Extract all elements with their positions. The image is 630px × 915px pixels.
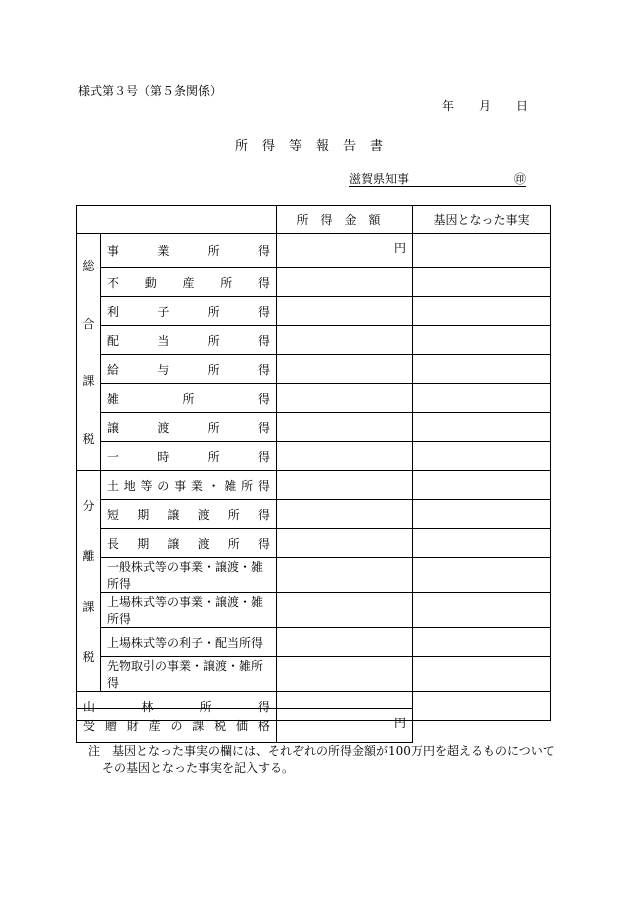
label-char: ・	[207, 478, 220, 493]
income-basis-cell[interactable]	[413, 657, 551, 692]
date-year: 年	[442, 99, 455, 113]
footnote-prefix: 注	[88, 744, 101, 758]
income-amount-cell[interactable]	[277, 442, 413, 471]
label-char: 林	[141, 699, 154, 714]
income-item-cell	[101, 326, 277, 355]
income-basis-cell[interactable]	[413, 268, 551, 297]
label-char: 譲	[167, 536, 180, 551]
label-char: 産	[182, 275, 195, 290]
income-row	[77, 471, 551, 500]
income-table	[76, 205, 551, 721]
income-amount-cell[interactable]	[277, 558, 413, 593]
label-char: 得	[257, 391, 270, 406]
addressee-line	[349, 170, 526, 187]
label-char: 得	[257, 507, 270, 522]
label-char: 業	[157, 244, 170, 258]
group-label-char: 分	[82, 498, 95, 513]
label-char: 価	[236, 719, 249, 733]
income-item-label	[101, 361, 276, 378]
income-amount-cell[interactable]	[277, 384, 413, 413]
label-char: 得	[257, 478, 270, 493]
income-amount-cell[interactable]	[277, 413, 413, 442]
income-item-cell	[101, 355, 277, 384]
income-item-label: 上場株式等の利子・配当所得	[107, 635, 264, 650]
income-basis-cell[interactable]	[413, 413, 551, 442]
label-char: 土	[107, 478, 120, 493]
label-char: 譲	[107, 420, 120, 435]
income-item-cell	[101, 442, 277, 471]
income-row	[77, 384, 551, 413]
label-char: 得	[257, 333, 270, 348]
group-label-cell	[77, 471, 101, 692]
label-char: 得	[257, 304, 270, 319]
income-item-label: 一般株式等の事業・譲渡・雑所得	[107, 560, 264, 591]
label-char: 得	[257, 699, 270, 714]
label-char: 得	[257, 449, 270, 464]
gift-label-cell	[77, 709, 277, 743]
group-label-char: 合	[82, 316, 95, 331]
group-label-char: 税	[82, 650, 95, 665]
label-char: 期	[137, 536, 150, 551]
footnote	[88, 743, 558, 777]
label-char: 業	[190, 478, 203, 493]
group-label	[77, 480, 100, 682]
label-char: 事	[174, 478, 187, 493]
label-char: 動	[144, 275, 157, 290]
income-row	[77, 500, 551, 529]
gift-unit: 円	[393, 716, 406, 730]
label-char: 等	[140, 478, 153, 493]
income-amount-cell[interactable]	[277, 326, 413, 355]
income-item-cell	[101, 593, 277, 628]
income-item-cell	[101, 657, 277, 692]
income-amount-cell[interactable]	[277, 268, 413, 297]
income-row	[77, 413, 551, 442]
seal-mark: ㊞	[513, 172, 526, 186]
label-char: 長	[107, 536, 120, 551]
label-char: 一	[107, 449, 120, 464]
income-row	[77, 297, 551, 326]
income-amount-cell[interactable]	[277, 593, 413, 628]
addressee-name: 滋賀県知事	[349, 172, 410, 186]
income-item-cell	[101, 234, 277, 268]
income-amount-cell[interactable]	[277, 657, 413, 692]
label-char: 所	[207, 304, 220, 319]
gift-amount-cell[interactable]	[277, 709, 413, 743]
income-item-label	[101, 535, 276, 552]
income-item-cell	[101, 558, 277, 593]
income-item-cell	[101, 268, 277, 297]
income-item-label	[101, 242, 276, 259]
label-char: 配	[107, 333, 120, 348]
income-row	[77, 529, 551, 558]
label-char: 期	[137, 507, 150, 522]
label-char: 子	[157, 304, 170, 319]
group-label-char: 離	[82, 549, 95, 564]
income-basis-cell[interactable]	[413, 355, 551, 384]
label-char: 地	[123, 478, 136, 493]
footnote-line-1	[88, 743, 558, 760]
label-char: 当	[157, 333, 170, 348]
label-char: 所	[199, 699, 212, 714]
income-amount-cell[interactable]	[277, 297, 413, 326]
income-row	[77, 657, 551, 692]
label-char: 所	[241, 478, 254, 493]
date-month: 月	[479, 99, 492, 113]
income-item-label	[101, 303, 276, 320]
label-char: 得	[257, 244, 270, 258]
currency-unit: 円	[393, 241, 406, 255]
income-basis-cell[interactable]	[413, 471, 551, 500]
date-line	[442, 97, 528, 114]
label-char: 所	[182, 391, 195, 406]
label-char: 得	[257, 420, 270, 435]
label-char: 産	[148, 719, 161, 733]
label-char: 事	[107, 244, 120, 258]
income-basis-cell[interactable]	[413, 500, 551, 529]
label-char: 課	[192, 719, 205, 733]
income-row	[77, 593, 551, 628]
label-char: 給	[107, 362, 120, 377]
label-char: 時	[157, 449, 170, 464]
income-row	[77, 355, 551, 384]
income-item-cell	[101, 529, 277, 558]
label-char: 雑	[107, 391, 120, 406]
income-basis-cell[interactable]	[413, 442, 551, 471]
label-char: 受	[83, 719, 96, 733]
income-row	[77, 268, 551, 297]
label-char: 短	[107, 507, 120, 522]
group-label-char: 税	[82, 432, 95, 447]
header-amount: 所得金額	[277, 206, 413, 234]
label-char: 財	[126, 719, 139, 733]
income-basis-cell[interactable]	[413, 297, 551, 326]
label-char: 所	[220, 275, 233, 290]
label-char: 所	[207, 244, 220, 258]
income-item-label	[101, 477, 276, 494]
label-char: 山	[83, 699, 96, 714]
document-title: 所得等報告書	[235, 139, 398, 154]
group-label-char: 課	[82, 374, 95, 389]
gift-table	[76, 708, 413, 743]
group-label-cell	[77, 234, 101, 471]
income-item-cell	[101, 384, 277, 413]
gift-label	[77, 717, 276, 734]
form-number: 様式第３号（第５条関係）	[78, 84, 223, 98]
label-char: 渡	[197, 507, 210, 522]
label-char: 所	[207, 420, 220, 435]
income-item-label	[101, 448, 276, 465]
label-char: の	[170, 719, 183, 733]
income-item-label	[101, 506, 276, 523]
label-char: 渡	[197, 536, 210, 551]
gift-row	[77, 709, 413, 743]
label-char: 雑	[224, 478, 237, 493]
forestry-basis-cell[interactable]	[413, 692, 551, 721]
income-row	[77, 628, 551, 657]
income-amount-cell[interactable]	[277, 234, 413, 268]
income-item-cell	[101, 297, 277, 326]
income-amount-cell[interactable]	[277, 628, 413, 657]
label-char: 譲	[167, 507, 180, 522]
date-day: 日	[516, 99, 529, 113]
table-header-row	[77, 206, 551, 234]
income-item-cell	[101, 500, 277, 529]
income-row	[77, 558, 551, 593]
income-basis-cell[interactable]	[413, 628, 551, 657]
income-row	[77, 326, 551, 355]
footnote-line-2: その基因となった事実を記入する。	[102, 761, 295, 775]
income-item-cell	[101, 628, 277, 657]
label-char: 格	[257, 719, 270, 733]
label-char: 利	[107, 304, 120, 319]
label-char: 所	[227, 536, 240, 551]
income-amount-cell[interactable]	[277, 471, 413, 500]
group-label-char: 総	[82, 258, 95, 273]
label-char: 所	[227, 507, 240, 522]
income-basis-cell[interactable]	[413, 593, 551, 628]
label-char: 得	[257, 362, 270, 377]
income-item-label	[101, 332, 276, 349]
label-char: 与	[157, 362, 170, 377]
income-basis-cell[interactable]	[413, 384, 551, 413]
income-row	[77, 442, 551, 471]
footnote-text-1: 基因となった事実の欄には、それぞれの所得金額が100万円を超えるものについて	[112, 744, 555, 758]
label-char: 所	[207, 362, 220, 377]
income-item-label	[101, 274, 276, 291]
income-basis-cell[interactable]	[413, 558, 551, 593]
group-label	[77, 237, 100, 468]
label-char: 得	[257, 275, 270, 290]
income-basis-cell[interactable]	[413, 326, 551, 355]
income-item-label: 上場株式等の事業・譲渡・雑所得	[107, 595, 264, 626]
label-char: 贈	[104, 719, 117, 733]
label-char: 渡	[157, 420, 170, 435]
income-amount-cell[interactable]	[277, 355, 413, 384]
label-char: 所	[207, 449, 220, 464]
income-row	[77, 234, 551, 268]
label-char: の	[157, 478, 170, 493]
label-char: 所	[207, 333, 220, 348]
income-item-label: 先物取引の事業・譲渡・雑所得	[107, 659, 264, 690]
income-amount-cell[interactable]	[277, 529, 413, 558]
label-char: 不	[107, 275, 120, 290]
income-amount-cell[interactable]	[277, 500, 413, 529]
income-item-label	[101, 419, 276, 436]
header-basis: 基因となった事実	[413, 206, 551, 234]
header-blank-cell	[77, 206, 277, 234]
income-basis-cell[interactable]	[413, 529, 551, 558]
group-label-char: 課	[82, 599, 95, 614]
income-item-cell	[101, 471, 277, 500]
label-char: 税	[214, 719, 227, 733]
income-basis-cell[interactable]	[413, 234, 551, 268]
income-item-cell	[101, 413, 277, 442]
income-item-label	[101, 390, 276, 407]
label-char: 得	[257, 536, 270, 551]
